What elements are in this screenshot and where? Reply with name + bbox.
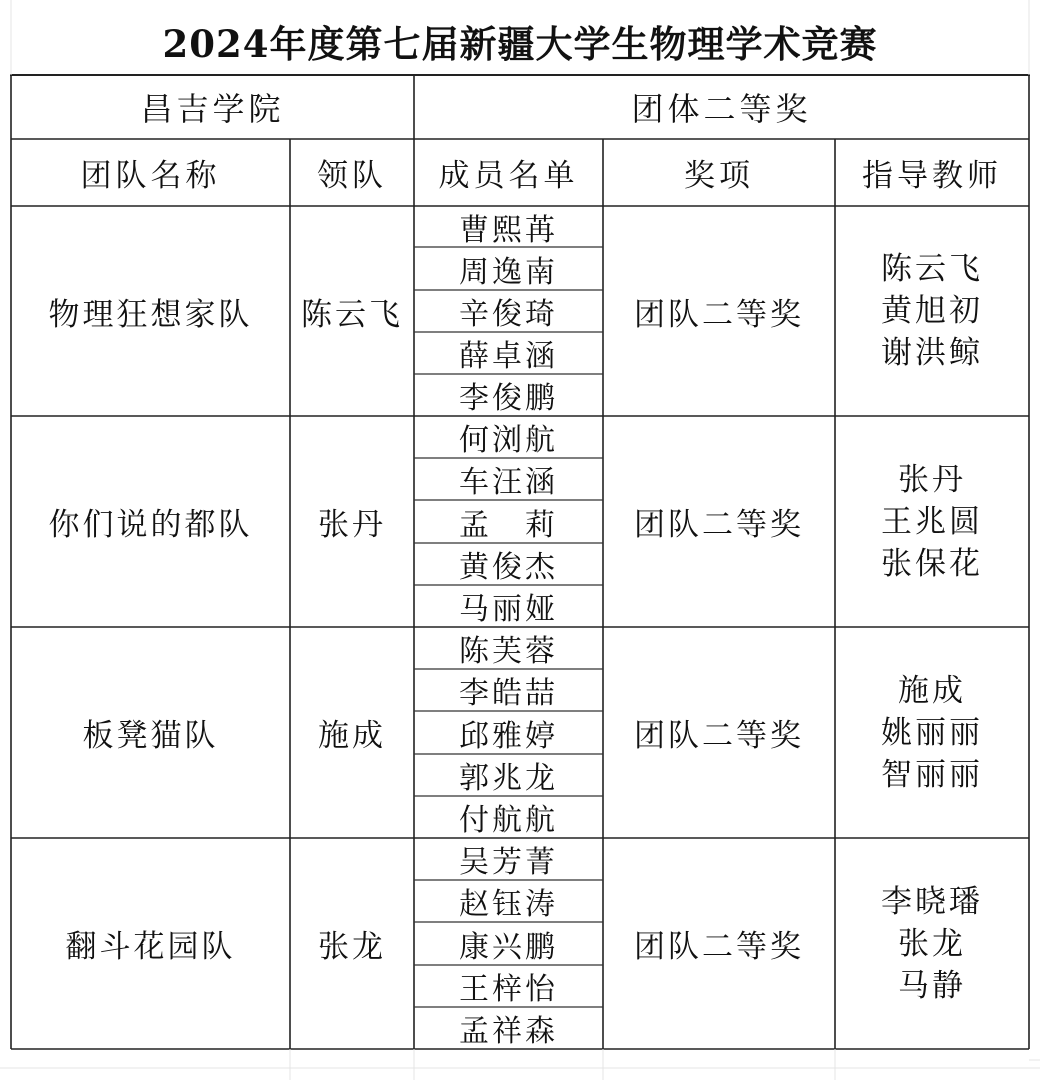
advisor-name: 马静 <box>898 967 966 1004</box>
team-leader: 张龙 <box>318 929 386 965</box>
team-leader: 施成 <box>318 718 386 754</box>
advisor-name: 黄旭初 <box>881 293 983 329</box>
team-award: 团队二等奖 <box>634 507 804 543</box>
advisor-name: 谢洪鲸 <box>881 335 983 371</box>
column-header-advisors: 指导教师 <box>862 158 1002 194</box>
column-header-leader: 领队 <box>317 158 387 194</box>
page-title: 2024年度第七届新疆大学生物理学术竞赛 <box>162 22 878 66</box>
team-award: 团队二等奖 <box>634 296 804 333</box>
advisor-list <box>835 838 1029 1049</box>
advisor-list <box>835 416 1029 627</box>
team-name: 你们说的都队 <box>48 507 253 543</box>
group-award-label: 团体二等奖 <box>631 90 812 128</box>
team-member: 薛卓涵 <box>459 339 558 374</box>
team-member: 付航航 <box>459 803 558 838</box>
team-member: 辛俊琦 <box>459 297 558 332</box>
advisor-name: 姚丽丽 <box>881 714 983 751</box>
team-member: 陈芙蓉 <box>459 634 558 669</box>
column-header-members: 成员名单 <box>438 158 579 194</box>
team-member: 赵钰涛 <box>459 887 558 922</box>
advisor-name: 李晓璠 <box>881 883 983 920</box>
advisor-name: 陈云飞 <box>881 251 983 287</box>
team-name: 板凳猫队 <box>82 718 219 754</box>
advisor-list <box>835 627 1029 838</box>
column-header-team-name: 团队名称 <box>80 158 221 194</box>
team-member: 李皓喆 <box>459 676 558 711</box>
team-member: 孟 莉 <box>459 507 558 543</box>
team-member: 孟祥森 <box>459 1014 558 1049</box>
team-member: 马丽娅 <box>459 592 558 627</box>
advisor-name: 张保花 <box>881 545 983 582</box>
team-member: 曹熙苒 <box>459 213 558 248</box>
advisor-list <box>835 206 1029 416</box>
advisor-name: 张丹 <box>898 461 966 498</box>
advisor-name: 智丽丽 <box>881 756 983 793</box>
team-award: 团队二等奖 <box>634 929 804 965</box>
team-member: 郭兆龙 <box>459 761 558 796</box>
advisor-name: 张龙 <box>898 925 966 962</box>
team-name: 翻斗花园队 <box>65 929 236 965</box>
advisor-name: 施成 <box>898 672 966 709</box>
school-name: 昌吉学院 <box>140 90 285 128</box>
team-member: 黄俊杰 <box>459 550 558 585</box>
team-member: 何浏航 <box>459 423 558 458</box>
team-member: 周逸南 <box>459 255 558 290</box>
column-header-award: 奖项 <box>684 158 754 194</box>
team-award: 团队二等奖 <box>634 718 804 754</box>
team-member: 邱雅婷 <box>459 718 558 754</box>
team-member: 吴芳菁 <box>459 845 558 880</box>
team-member: 李俊鹏 <box>459 381 558 416</box>
team-member: 康兴鹏 <box>459 929 558 965</box>
team-name: 物理狂想家队 <box>48 296 253 333</box>
team-leader: 陈云飞 <box>301 296 403 333</box>
team-member: 王梓怡 <box>459 972 558 1007</box>
team-member: 车汪涵 <box>459 465 558 500</box>
advisor-name: 王兆圆 <box>881 503 983 540</box>
team-leader: 张丹 <box>318 507 386 543</box>
